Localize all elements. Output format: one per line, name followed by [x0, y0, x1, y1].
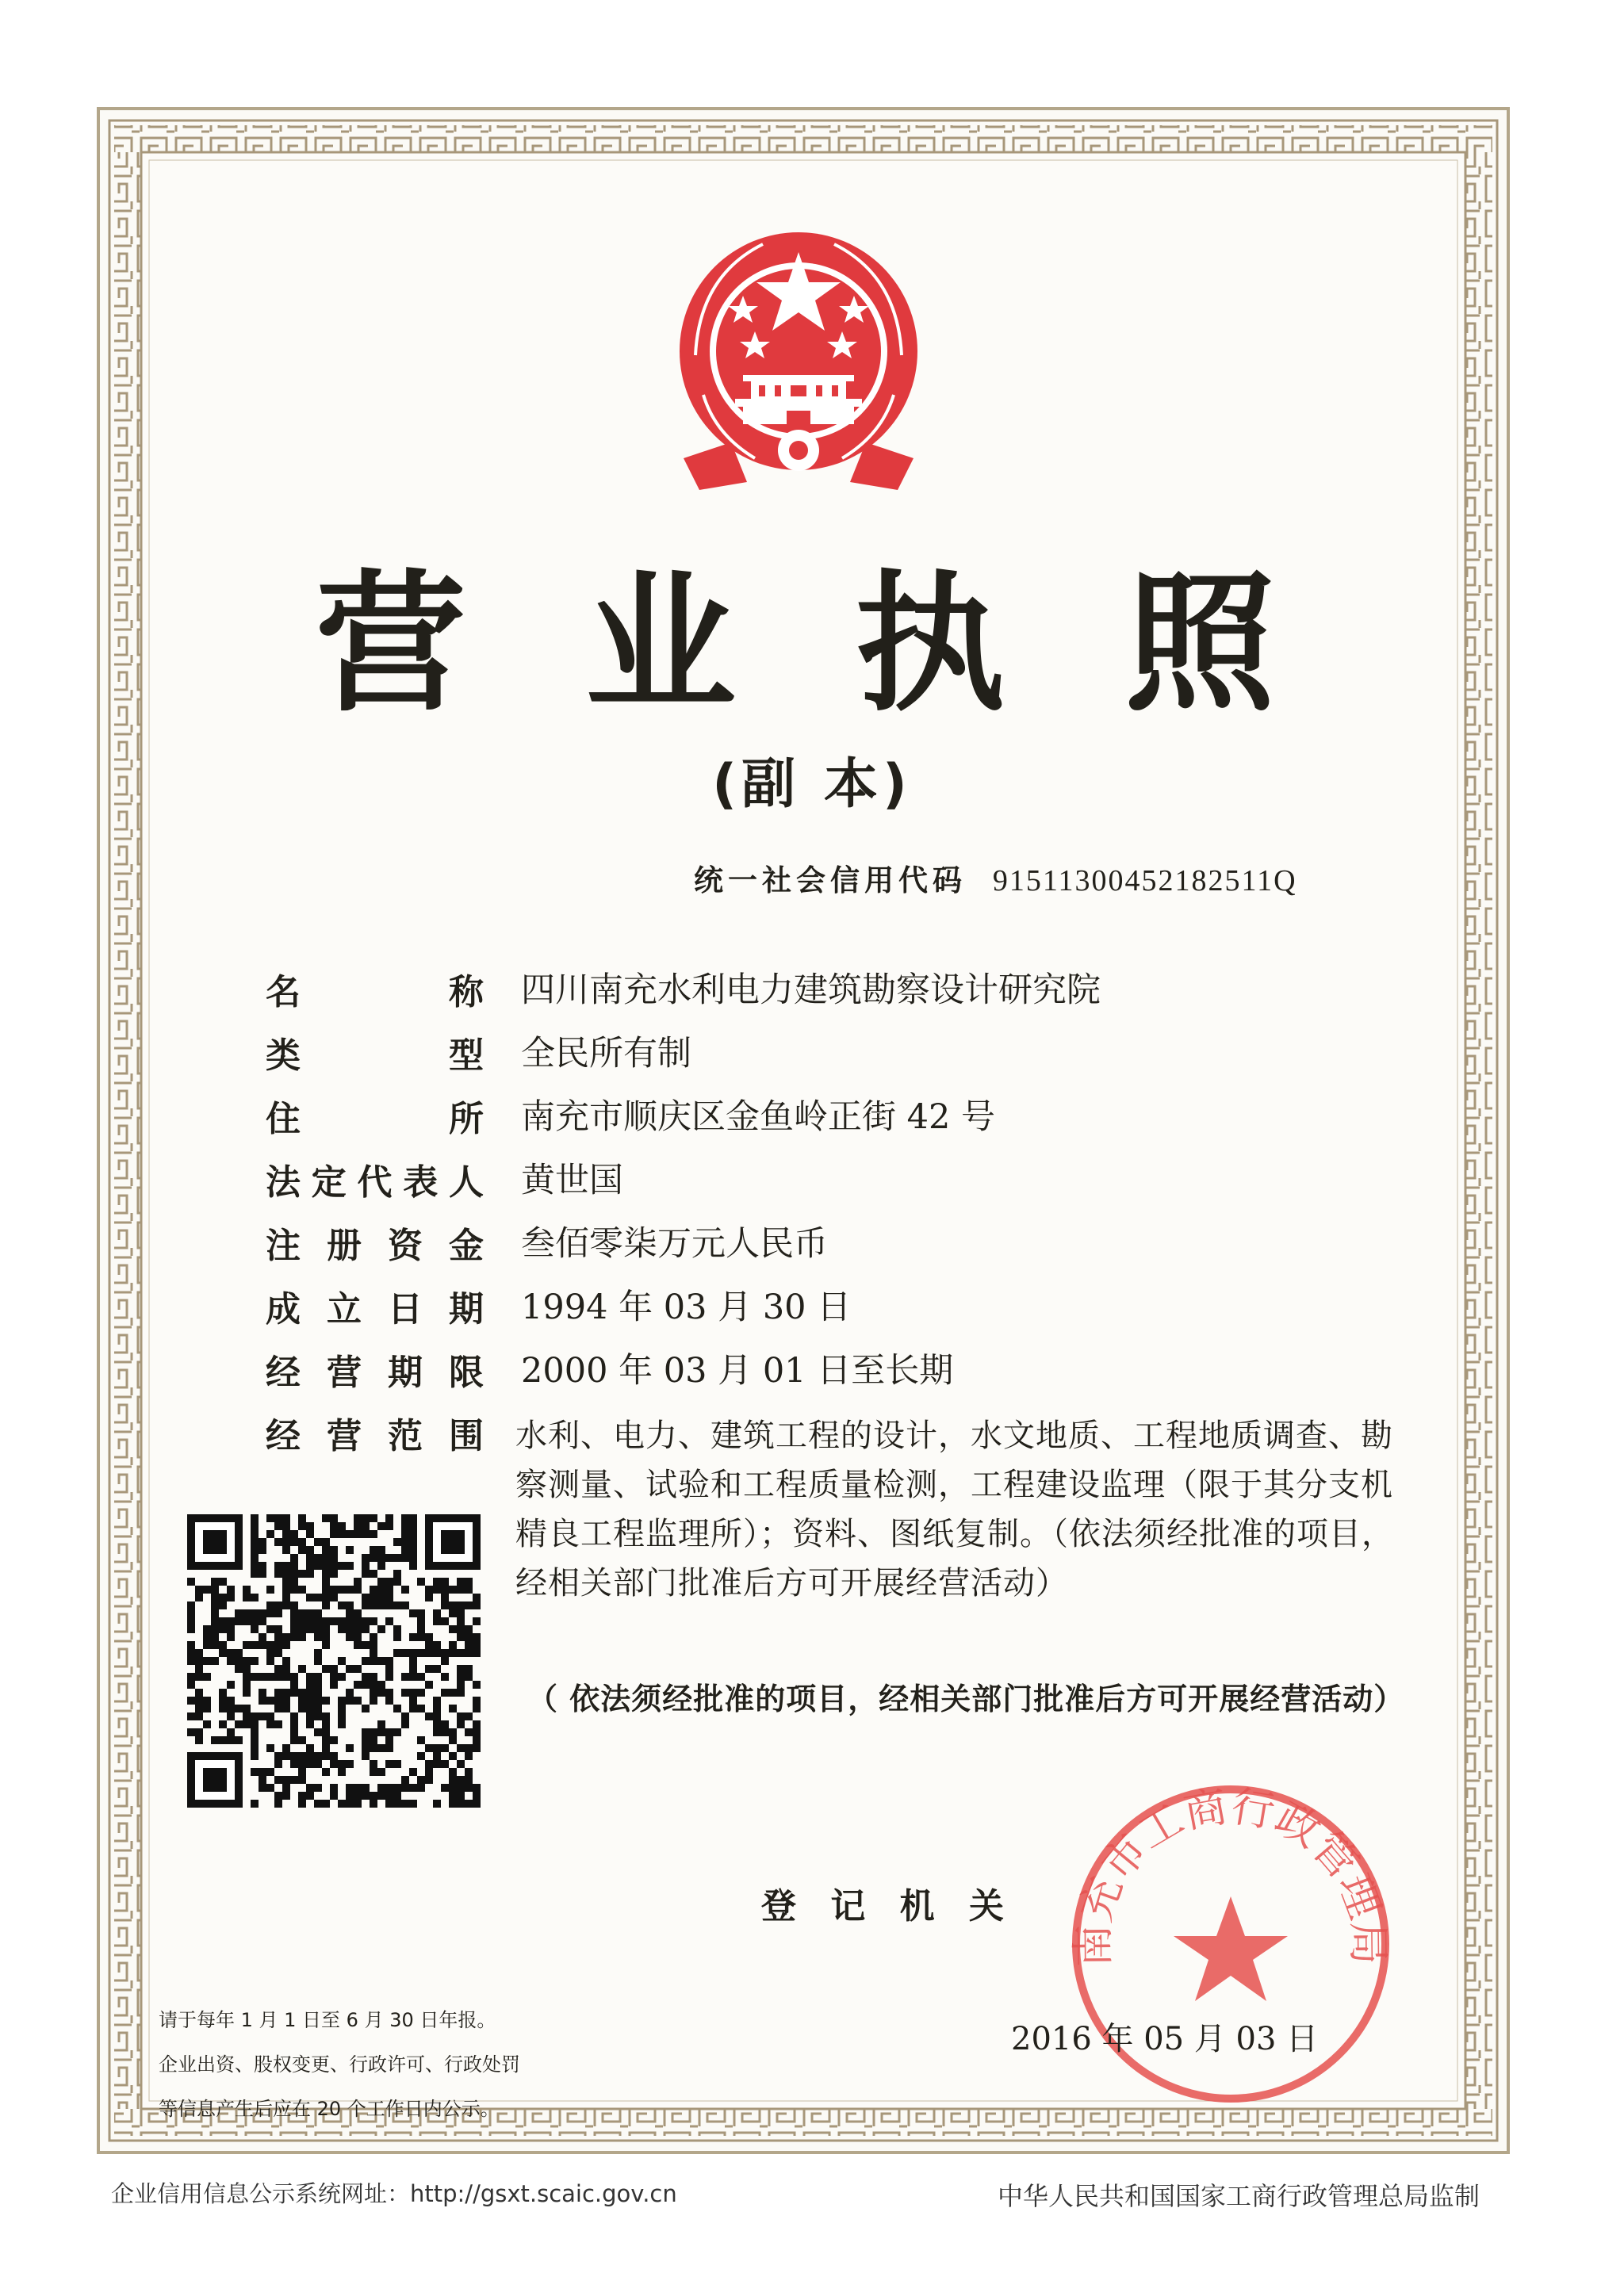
issue-date: 2016 年 05 月 03 日: [1011, 2021, 1319, 2057]
field-label: 经 营 范 围: [266, 1416, 484, 1456]
field-label: 注 册 资 金: [266, 1226, 484, 1266]
note-line: 企业出资、股权变更、行政许可、行政处罚: [159, 2053, 520, 2076]
annual-report-notes: [159, 1998, 520, 2131]
credit-code-value: 91511300452182511Q: [992, 864, 1297, 897]
credit-code-label: 统一社会信用代码: [694, 863, 967, 897]
scope-line: 水利、电力、建筑工程的设计，水文地质、工程地质调查、勘: [515, 1418, 1393, 1454]
field-label: 法 定 代 表 人: [266, 1162, 484, 1203]
field-value: 四川南充水利电力建筑勘察设计研究院: [521, 970, 1101, 1010]
business-scope-text: [515, 1411, 1396, 1608]
field-value: 2000 年 03 月 01 日至长期: [521, 1351, 954, 1391]
certificate-subtitle: (副 本): [712, 753, 912, 816]
field-label: 经 营 期 限: [266, 1353, 484, 1393]
field-label: 类 型: [266, 1035, 484, 1076]
approval-notice: （ 依法须经批准的项目，经相关部门批准后方可开展经营活动）: [527, 1682, 1405, 1716]
footer-website: 企业信用信息公示系统网址：http://gsxt.scaic.gov.cn: [111, 2180, 677, 2207]
field-value: 黄世国: [521, 1161, 623, 1200]
note-line: 请于每年 1 月 1 日至 6 月 30 日年报。: [159, 2009, 496, 2031]
field-label: 住 所: [266, 1099, 484, 1139]
certificate-title: 营 业 执 照: [315, 555, 1309, 732]
note-line: 等信息产生后应在 20 个工作日内公示。: [159, 2098, 500, 2120]
field-value: 叁佰零柒万元人民币: [521, 1224, 828, 1264]
field-value: 南充市顺庆区金鱼岭正街 42 号: [521, 1097, 996, 1137]
registration-authority-label: 登 记 机 关: [761, 1886, 1015, 1927]
svg-text:南充市工商行政管理局: 南充市工商行政管理局: [1067, 1781, 1394, 1968]
official-seal-icon: [1064, 1777, 1397, 2110]
credit-code-row: [694, 856, 1297, 899]
field-value: 1994 年 03 月 30 日: [521, 1288, 852, 1327]
scope-line: 精良工程监理所）；资料、图纸复制。（依法须经批准的项目，: [515, 1516, 1394, 1552]
national-emblem-icon: [668, 220, 929, 498]
scope-line: 经相关部门批准后方可开展经营活动）: [515, 1565, 1068, 1601]
field-label: 名 称: [266, 972, 484, 1012]
scope-line: 察测量、试验和工程质量检测，工程建设监理（限于其分支机: [515, 1467, 1393, 1503]
field-label: 成 立 日 期: [266, 1289, 484, 1330]
field-value: 全民所有制: [521, 1034, 691, 1073]
qr-code-icon[interactable]: [187, 1514, 481, 1808]
footer-issuer: 中华人民共和国国家工商行政管理总局监制: [998, 2181, 1480, 2211]
